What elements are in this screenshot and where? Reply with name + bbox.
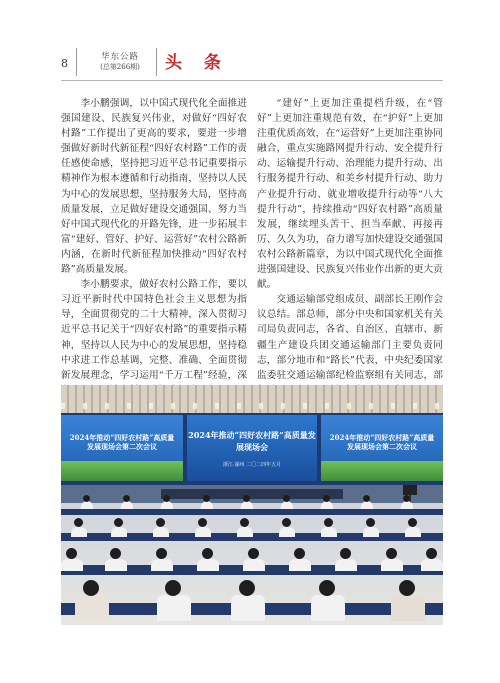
side-screen-title: 2024年推动“四好农村路”高质量发展现场会第二次会议	[329, 433, 435, 451]
article-paragraph	[257, 292, 443, 398]
page-header	[0, 0, 500, 80]
article-column-left	[61, 96, 247, 398]
header-divider-2	[156, 48, 157, 76]
header-rule	[61, 80, 443, 81]
main-screen-title: 2024年推动“四好农村路”高质量发展现场会	[188, 430, 316, 452]
section-title: 头 条	[165, 53, 229, 73]
conference-photo	[61, 385, 443, 625]
audience-table-row	[61, 509, 443, 515]
photo-audience	[61, 503, 443, 625]
header-divider	[76, 48, 77, 76]
main-screen-subtitle: 浙江·湖州 二〇二四年五月	[222, 462, 282, 468]
side-screen-left	[61, 415, 183, 481]
side-screen-landscape	[61, 461, 183, 481]
side-screen-landscape	[321, 461, 443, 481]
article-paragraph: 李小鹏要求，做好农村公路工作，要以习近平新时代中国特色社会主义思想为指导，全面贯彻党的二十大精神，深入贯彻习近平总书记关于“四好农村路”的重要指示精神，坚持以人民为中心的发展思想，坚持稳中求进工作总基调，完整、准确、全面贯彻新发展理念，学习运用“千万工程”经验，深	[61, 279, 247, 381]
publication-issue: (总第266期)	[100, 63, 140, 71]
article-column-right	[257, 96, 443, 398]
side-screen-right	[321, 415, 443, 481]
article-paragraph: 李小鹏强调，以中国式现代化全面推进强国建设、民族复兴伟业，对做好“四好农村路”工作提出了更高的要求，要进一步增强做好新时代新征程“四好农村路”工作的责任感使命感，坚持把习近平总书记重要指示精神作为根本遵循和行动指南，坚持以人民为中心的发展思想，坚持服务大局，坚持高质量发展，立足做好建设交通强国、努力当好中国式现代化的开路先锋，进一步拓展丰富“建好、管好、护好、运营好”农村公路新内涵，在新时代新征程加快推动“四好农村路”高质量发展。	[61, 98, 247, 276]
article-paragraph: “建好”上更加注重提档升级，在“管好”上更加注重规范有效，在“护好”上更加注重优质高效，在“运营好”上更加注重协同融合，重点实施路网提升行动、安全提升行动、运输提升行动、治理能力提升行动、出行服务提升行动、和美乡村提升行动、助力产业提升行动、就业增收提升行动等“八大提升行动”，持续推动“四好农村路”高质量发展，继续埋头苦干、担当奉献、再接再厉、久久为功，奋力谱写加快建设交通强国农村公路新篇章，为以中国式现代化全面推进强国建设、民族复兴伟业作出新的更大贡献。	[257, 98, 443, 291]
main-screen	[187, 415, 317, 481]
article-paragraph-text: 交通运输部党组成员、副部长王刚作会议总结。部总师，部分中央和国家机关有关司局负责同志，各省、自治区、直辖市、新疆生产建设兵团交通运输部门主要负责同志，部分地市和“路长”代表，中央纪委国家监委驻交通运输部纪检监察组有关同志，部	[257, 294, 443, 381]
page-number: 8	[61, 57, 68, 70]
side-screen-title: 2024年推动“四好农村路”高质量发展现场会第二次会议	[69, 433, 175, 451]
publication-name: 华东公路	[100, 52, 139, 62]
photo-ceiling-lights	[61, 403, 443, 409]
photo-podium-table	[161, 489, 343, 499]
